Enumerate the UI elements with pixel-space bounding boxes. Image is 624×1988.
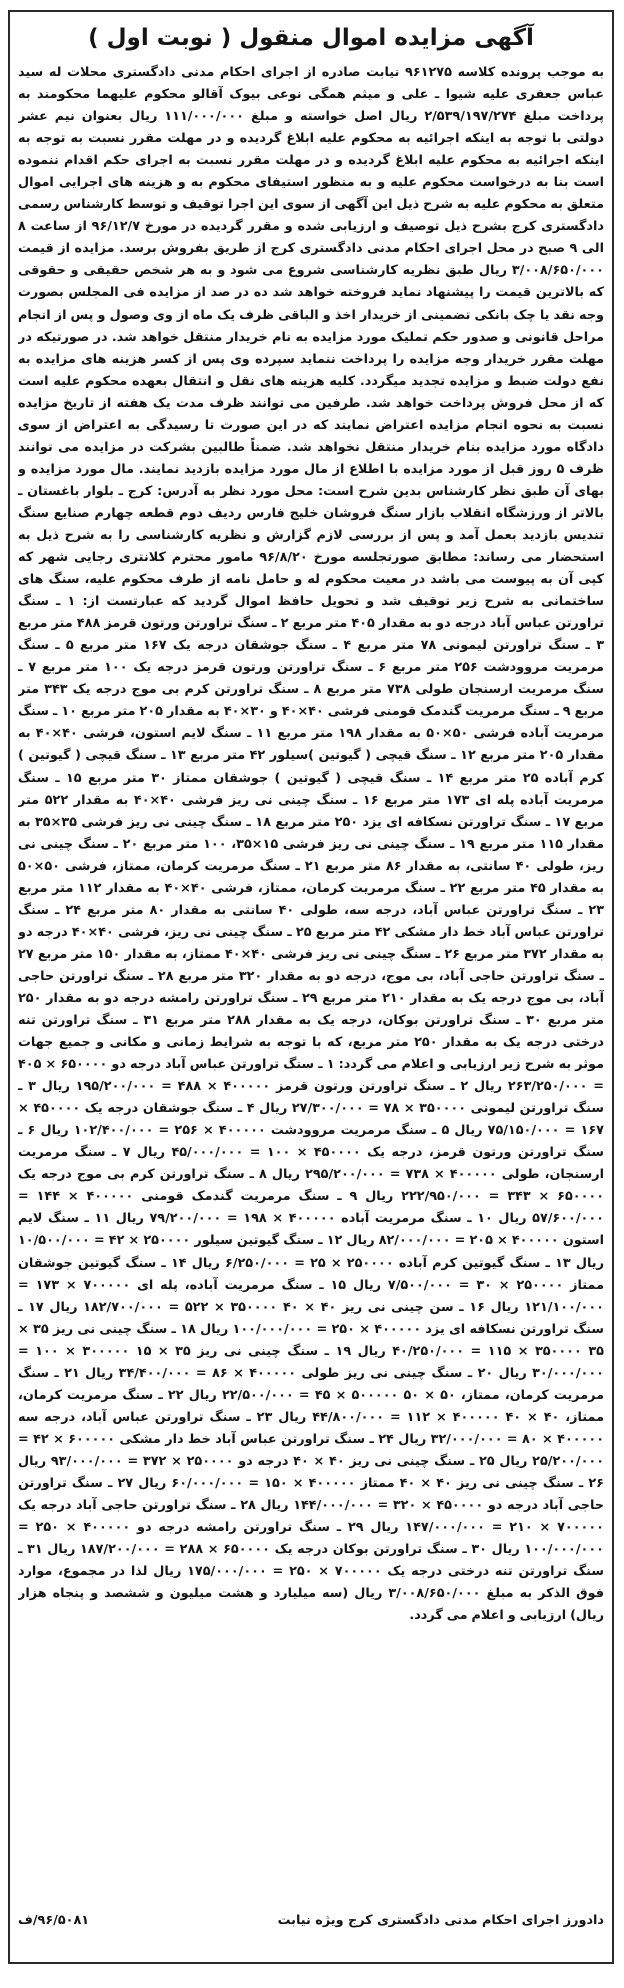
notice-title: آگهی مزایده اموال منقول ( نوبت اول ): [88, 25, 534, 51]
auction-notice: [8, 10, 614, 1964]
reference-code: ۹۶/۵۰۸۱/ف: [18, 1913, 90, 1928]
notice-footer: [18, 1910, 604, 1932]
notice-body-text: به موجب پرونده کلاسه ۹۶۱۲۷۵ نیابت صادره از اجرای احکام مدنی دادگستری محلات له سید عباس جعفری علیه شیوا ـ علی و میثم همگی نوعی بیوک آقالو محکوم علیهما محکومند به پرداخت مبلغ ۲/۵۳۹/۱۹۷/۲۷۴ ریال اصل خواسته و مبلغ ۱۱۱/۰۰۰/۰۰۰ ریال بعنوان نیم عشر دولتی با توجه به اینکه اجرائیه به محکوم علیه ابلاغ گردیده و در مهلت مقرر نسبت به توجه به اینکه اجرائیه به محکوم علیه ابلاغ گردیده و در مهلت مقرر نسبت به اجرای حکم اقدام ننموده است بنا به درخواست محکوم علیه و به منظور استیفای محکوم به و هزینه های اجرایی اموال متعلق به محکوم علیه به شرح ذیل این آگهی از سوی این اجرا توقیف و توسط کارشناس رسمی دادگستری کرج بشرح ذیل توصیف و ارزیابی شده و مقرر گردیده در مورخ ۹۶/۱۲/۷ از ساعت ۸ الی ۹ صبح در محل اجرای احکام مدنی دادگستری کرج از طریق بفروش برسد. مزایده از قیمت ۳/۰۰۸/۶۵۰/۰۰۰ ریال طبق نظریه کارشناسی شروع می شود و به هر شخص حقیقی و حقوقی که بالاترین قیمت را پیشنهاد نماید فروخته خواهد شد ده در صد از مزایده فی المجلس بصورت وجه نقد یا چک بانکی تضمینی از خریدار اخذ و الباقی ظرف یک ماه از وی وصول و پس از انجام مراحل قانونی و صدور حکم تملیک مورد مزایده به نام خریدار منتقل خواهد شد. در صورتیکه در مهلت مقرر خریدار وجه مزایده را پرداخت ننماید سپرده وی پس از کسر هزینه های مزایده به نفع دولت ضبط و مزایده تجدید میگردد. کلیه هزینه های نقل و انتقال بعهده محکوم علیه است که از محل فروش پرداخت خواهد شد. طرفین می توانند ظرف مدت یک هفته از تاریخ مزایده نسبت به نحوه انجام مزایده اعتراض نمایند که در این صورت تا رسیدگی به اعتراض از سوی دادگاه مورد مزایده بنام خریدار منتقل نخواهد شد. ضمناً طالبین بشرکت در مزایده می توانند ظرف ۵ روز قبل از مورد مزایده با اطلاع از مال مورد مزایده بازدید نمایند. مال مورد مزایده و بهای آن طبق نظر کارشناس بدین شرح است: محل مورد نظر به آدرس: کرج ـ بلوار باغستان ـ بالاتر از ورزشگاه انقلاب بازار سنگ فروشان خلیج فارس ردیف دوم قطعه چهارم صنایع سنگ تندیس بازدید بعمل آمد و پس از بررسی لازم گزارش و نظریه کارشناسی را به شرح ذیل به استحضار می رساند: مطابق صورتجلسه مورخ ۹۶/۸/۲۰ مامور محترم کلانتری رجایی شهر که کپی آن به پیوست می باشد در معیت محکوم له و حامل نامه از طرف محکوم علیه، سنگ های ساختمانی به شرح زیر توقیف شد و تحویل حافظ اموال گردید که عبارتست از: ۱ ـ سنگ تراورتن عباس آباد درجه دو به مقدار ۴۰۵ متر مربع ۲ ـ سنگ تراورتن ورتون قرمز ۴۸۸ متر مربع ۳ ـ سنگ تراورتن لیمونی ۷۸ متر مربع ۴ ـ سنگ جوشقان درجه یک ۱۶۷ متر مربع ۵ ـ سنگ مرمریت مروودشت ۲۵۶ متر مربع ۶ ـ سنگ تراورتن ورتون قرمز درجه یک ۱۰۰ متر مربع ۷ ـ سنگ مرمریت ارسنجان طولی ۷۳۸ متر مربع ۸ ـ سنگ تراورتن کرم بی موج درجه یک ۳۴۳ متر مربع ۹ ـ سنگ مرمریت گندمک قومنی فرشی ۴۰×۴۰ و ۳۰×۴۰ به مقدار ۲۰۵ متر مربع ۱۰ ـ سنگ مرمریت آباده فرشی ۵۰×۵۰ به مقدار ۱۹۸ متر مربع ۱۱ ـ سنگ لایم استون، فرشی ۴۰×۴۰ به مقدار ۲۰۵ متر مربع ۱۲ ـ سنگ قیچی ( گیوتین )سیلور ۴۲ متر مربع ۱۳ ـ سنگ قیچی ( گیوتین ) کرم آباده ۲۵ متر مربع ۱۴ ـ سنگ قیچی ( گیوتین ) جوشقان ممتاز ۳۰ متر مربع ۱۵ ـ سنگ مرمریت آباده پله ای ۱۷۳ متر مربع ۱۶ ـ سنگ چینی نی ریز فرشی ۴۰×۴۰ به مقدار ۵۲۲ متر مربع ۱۷ ـ سنگ تراورتن نسکافه ای یزد ۲۵۰ متر مربع ۱۸ ـ سنگ چینی نی ریز فرشی ۳۵×۳۵ به مقدار ۱۱۵ متر مربع ۱۹ ـ سنگ چینی نی ریز فرشی ۱۵×۳۵، ۱۰۰ متر مربع ۲۰ ـ سنگ چینی نی ریز، طولی ۴۰ سانتی، به مقدار ۸۶ متر مربع ۲۱ ـ سنگ مرمریت کرمان، ممتاز، فرشی ۵۰×۵۰ به مقدار ۴۵ متر مربع ۲۲ ـ سنگ مرمریت کرمان، ممتاز، فرشی ۴۰×۴۰ به مقدار ۱۱۲ متر مربع ۲۳ ـ سنگ تراورتن عباس آباد، درجه سه، طولی ۴۰ سانتی به مقدار ۸۰ متر مربع ۲۴ ـ سنگ تراورتن عباس آباد خط دار مشکی ۴۲ متر مربع ۲۵ ـ سنگ چینی نی ریز، فرشی ۴۰×۴۰ درجه دو به مقدار ۳۷۲ متر مربع ۲۶ ـ سنگ چینی نی ریز فرشی ۴۰×۴۰ ممتاز، به مقدار ۱۵۰ متر مربع ۲۷ ـ سنگ تراورتن حاجی آباد، بی موج، درجه دو به مقدار ۳۲۰ متر مربع ۲۸ ـ سنگ تراورتن حاجی آباد، بی موج درجه یک به مقدار ۲۱۰ متر مربع ۲۹ ـ سنگ تراورتن رامشه درجه دو به مقدار ۲۵۰ متر مربع ۳۰ ـ سنگ تراورتن بوکان، درجه یک به مقدار ۲۸۸ متر مربع ۳۱ ـ سنگ تراورتن تنه درختی درجه یک به مقدار ۲۵۰ متر مربع، که با توجه به شرایط زمانی و مکانی و جمیع جهات موثر به شرح زیر ارزیابی و اعلام می گردد: ۱ ـ سنگ تراورتن عباس آباد درجه دو ۶۵۰۰۰۰ × ۴۰۵ = ۲۶۳/۲۵۰/۰۰۰ ریال ۲ ـ سنگ تراورتن ورتون قرمز ۴۰۰۰۰۰ × ۴۸۸ = ۱۹۵/۲۰۰/۰۰۰ ریال ۳ ـ سنگ تراورتن لیمونی ۳۵۰۰۰۰ × ۷۸ = ۲۷/۳۰۰/۰۰۰ ریال ۴ ـ سنگ جوشقان درجه یک ۴۵۰۰۰۰ × ۱۶۷ = ۷۵/۱۵۰/۰۰۰ ریال ۵ ـ سنگ مرمریت مروودشت ۴۰۰۰۰۰ × ۲۵۶ = ۱۰۲/۴۰۰/۰۰۰ ریال ۶ ـ سنگ تراورتن ورتون قرمز، درجه یک ۴۵۰۰۰۰ × ۱۰۰ = ۴۵/۰۰۰/۰۰۰ ریال ۷ ـ سنگ مرمریت ارسنجان، طولی ۴۰۰۰۰۰ × ۷۳۸ = ۲۹۵/۲۰۰/۰۰۰ ریال ۸ ـ سنگ تراورتن کرم بی موج درجه یک ۶۵۰۰۰۰ × ۳۴۳ = ۲۲۲/۹۵۰/۰۰۰ ریال ۹ ـ سنگ مرمریت گندمک قومنی ۴۰۰۰۰۰ × ۱۴۴ = ۵۷/۶۰۰/۰۰۰ ریال ۱۰ ـ سنگ مرمریت آباده ۴۰۰۰۰۰ × ۱۹۸ = ۷۹/۲۰۰/۰۰۰ ریال ۱۱ ـ سنگ لایم استون ۴۰۰۰۰۰ × ۲۰۵ = ۸۲/۰۰۰/۰۰۰ ریال ۱۲ ـ سنگ گیوتین سیلور ۲۵۰۰۰۰ × ۴۲ = ۱۰/۵۰۰/۰۰۰ ریال ۱۳ ـ سنگ گیوتین کرم آباده ۲۵۰۰۰۰ × ۲۵ = ۶/۲۵۰/۰۰۰ ریال ۱۴ ـ سنگ گیوتین جوشقان ممتاز ۲۵۰۰۰۰ × ۳۰ = ۷/۵۰۰/۰۰۰ ریال ۱۵ ـ سنگ مرمریت آباده، پله ای ۷۰۰۰۰۰ × ۱۷۳ = ۱۲۱/۱۰۰/۰۰۰ ریال ۱۶ ـ سن چینی نی ریز ۴۰ × ۴۰ ۳۵۰۰۰۰ × ۵۲۲ = ۱۸۲/۷۰۰/۰۰۰ ریال ۱۷ ـ سنگ تراورتن نسکافه ای یزد ۴۰۰۰۰۰ × ۲۵۰ = ۱۰۰/۰۰۰/۰۰۰ ریال ۱۸ ـ سنگ چینی نی ریز ۳۵ × ۳۵ ۳۵۰۰۰۰ × ۱۱۵ = ۴۰/۲۵۰/۰۰۰ ریال ۱۹ ـ سنگ چینی نی ریز ۳۵ × ۱۵ ۳۰۰۰۰۰ × ۱۰۰ = ۳۰/۰۰۰/۰۰۰ ریال ۲۰ ـ سنگ چینی نی ریز طولی ۴۰۰۰۰۰ × ۸۶ = ۳۴/۴۰۰/۰۰۰ ریال ۲۱ ـ سنگ مرمریت کرمان، ممتاز، ۵۰ × ۵۰ ۵۰۰۰۰۰ × ۴۵ = ۲۲/۵۰۰/۰۰۰ ریال ۲۲ ـ سنگ مرمریت کرمان، ممتاز، ۴۰ × ۴۰ ۴۰۰۰۰۰ × ۱۱۲ = ۴۴/۸۰۰/۰۰۰ ریال ۲۳ ـ سنگ تراورتن عباس آباد، درجه سه ۴۰۰۰۰۰ × ۸۰ = ۳۲/۰۰۰/۰۰۰ ریال ۲۴ ـ سنگ تراورتن عباس آباد خط دار مشکی ۶۰۰۰۰۰ × ۴۲ = ۲۵/۲۰۰/۰۰۰ ریال ۲۵ ـ سنگ چینی نی ریز ۴۰ × ۴۰ درجه دو ۲۵۰۰۰۰ × ۳۷۲ = ۹۳/۰۰۰/۰۰۰ ریال ۲۶ ـ سنگ چینی نی ریز ۴۰ × ۴۰ ممتاز ۴۰۰۰۰۰ × ۱۵۰ = ۶۰/۰۰۰/۰۰۰ ریال ۲۷ ـ سنگ تراورتن حاجی آباد درجه دو ۴۵۰۰۰۰ × ۳۲۰ = ۱۴۴/۰۰۰/۰۰۰ ریال ۲۸ ـ سنگ تراورتن حاجی آباد درجه یک ۷۰۰۰۰۰ × ۲۱۰ = ۱۴۷/۰۰۰/۰۰۰ ریال ۲۹ ـ سنگ تراورتن رامشه درجه دو ۴۰۰۰۰۰ × ۲۵۰ = ۱۰۰/۰۰۰/۰۰۰ ریال ۳۰ ـ سنگ تراورتن بوکان درجه یک ۶۵۰۰۰۰ × ۲۸۸ = ۱۸۷/۲۰۰/۰۰۰ ریال ۳۱ ـ سنگ تراورتن تنه درختی درجه یک ۷۰۰۰۰۰ × ۲۵۰ = ۱۷۵/۰۰۰/۰۰۰ ریال لذا در مجموع، موارد فوق الذکر به مبلغ ۳/۰۰۸/۶۵۰/۰۰۰ ریال (سه میلیارد و هشت میلیون و ششصد و پنجاه هزار ریال) ارزیابی و اعلام می گردد.: [18, 65, 604, 1624]
signature-line: دادورز اجرای احکام مدنی دادگستری کرج ویژه نیابت: [277, 1913, 604, 1928]
